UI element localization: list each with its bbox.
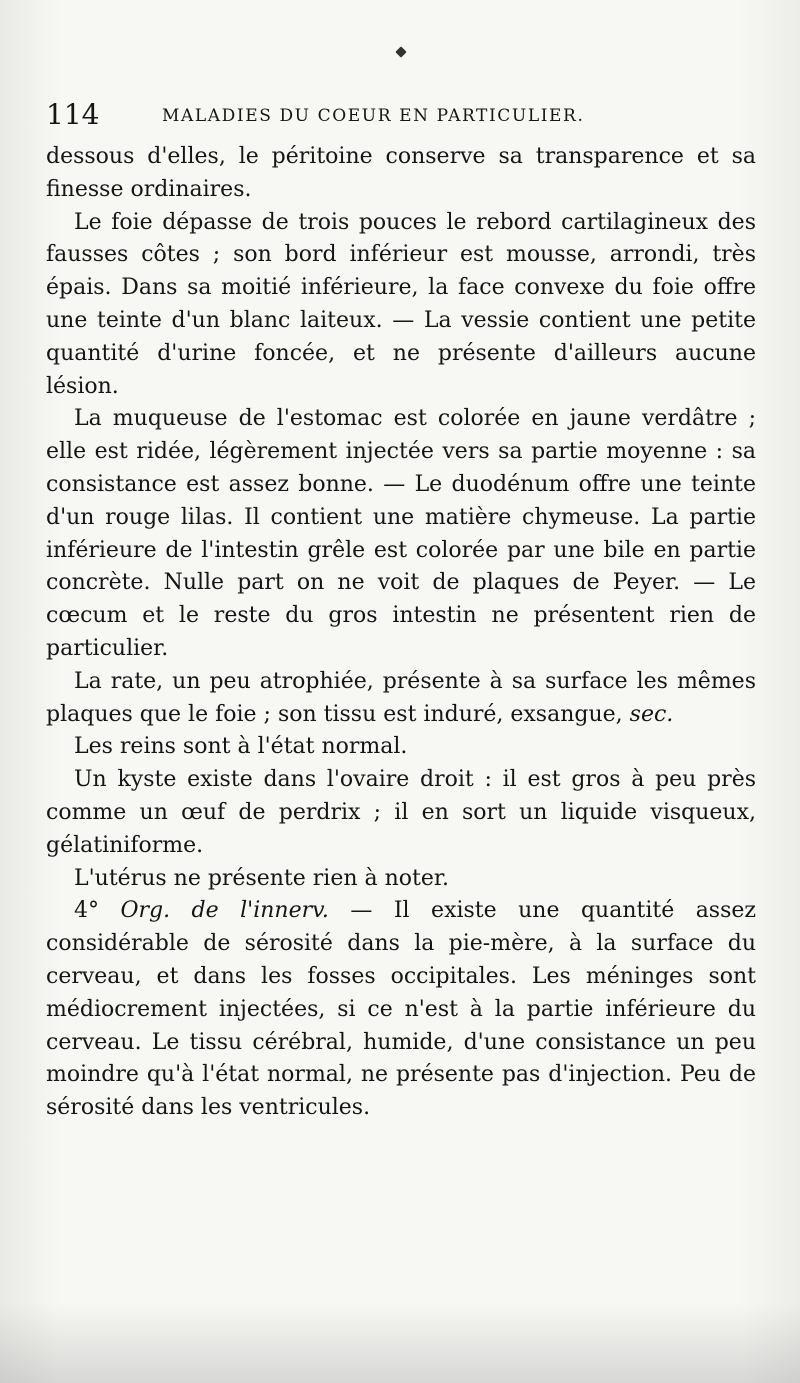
paragraph-text: Le foie dépasse de trois pouces le rebord cartilagineux des fausses côtes ; son bord inférieur est mousse, arrondi, très épais. Dans sa moitié inférieure, la face convexe du foie offre une teinte d'un blanc laiteux. — La vessie contient une petite quantité d'urine foncée, et ne présente d'ailleurs aucune lésion. <box>46 209 756 399</box>
paragraph-foie <box>46 207 756 404</box>
paragraph-italic-end: sec. <box>629 701 674 727</box>
paragraph-text: Un kyste existe dans l'ovaire droit : il est gros à peu près comme un œuf de perdrix ; il en sort un liquide visqueux, gélatiniforme. <box>46 767 756 858</box>
paragraph-estomac <box>46 403 756 665</box>
paragraph-text: Les reins sont à l'état normal. <box>74 734 408 760</box>
page-header <box>46 98 760 132</box>
paragraph-text: La muqueuse de l'estomac est colorée en jaune verdâtre ; elle est ridée, légèrement injectée vers sa partie moyenne : sa consistance est assez bonne. — Le duodénum offre une teinte d'un rouge lilas. Il contient une matière chymeuse. La partie inférieure de l'intestin grêle est colorée par une bile en partie concrète. Nulle part on ne voit de plaques de Peyer. — Le cœcum et le reste du gros intestin ne présentent rien de particulier. <box>46 406 756 661</box>
ink-speck <box>395 46 406 57</box>
paragraph-kyste <box>46 764 756 862</box>
paragraph-rate <box>46 666 756 732</box>
body-text <box>46 141 756 1125</box>
paragraph-uterus <box>46 863 756 896</box>
paragraph-text: L'utérus ne présente rien à noter. <box>74 865 449 891</box>
paragraph-innervation <box>46 895 756 1125</box>
page-number: 114 <box>46 98 100 131</box>
paragraph-text: dessous d'elles, le péritoine conserve sa transparence et sa finesse ordinaires. <box>46 144 756 202</box>
section-title: Org. de l'innerv. <box>120 898 329 924</box>
paragraph-text: — Il existe une quantité assez considérable de sérosité dans la pie-mère, à la surface du cerveau, et dans les fosses occipitales. Les méninges sont médiocrement injectées, si ce n'est à la partie inférieure du cerveau. Le tissu cérébral, humide, d'une consistance un peu moindre qu'à l'état normal, ne présente pas d'injection. Peu de sérosité dans les ventricules. <box>46 898 756 1121</box>
section-number: 4° <box>74 898 99 924</box>
running-title: MALADIES DU COEUR EN PARTICULIER. <box>162 106 585 126</box>
paragraph-reins <box>46 731 756 764</box>
paragraph-text: La rate, un peu atrophiée, présente à sa surface les mêmes plaques que le foie ; son tissu est induré, exsangue, <box>46 668 756 727</box>
paragraph-peritoine <box>46 141 756 207</box>
